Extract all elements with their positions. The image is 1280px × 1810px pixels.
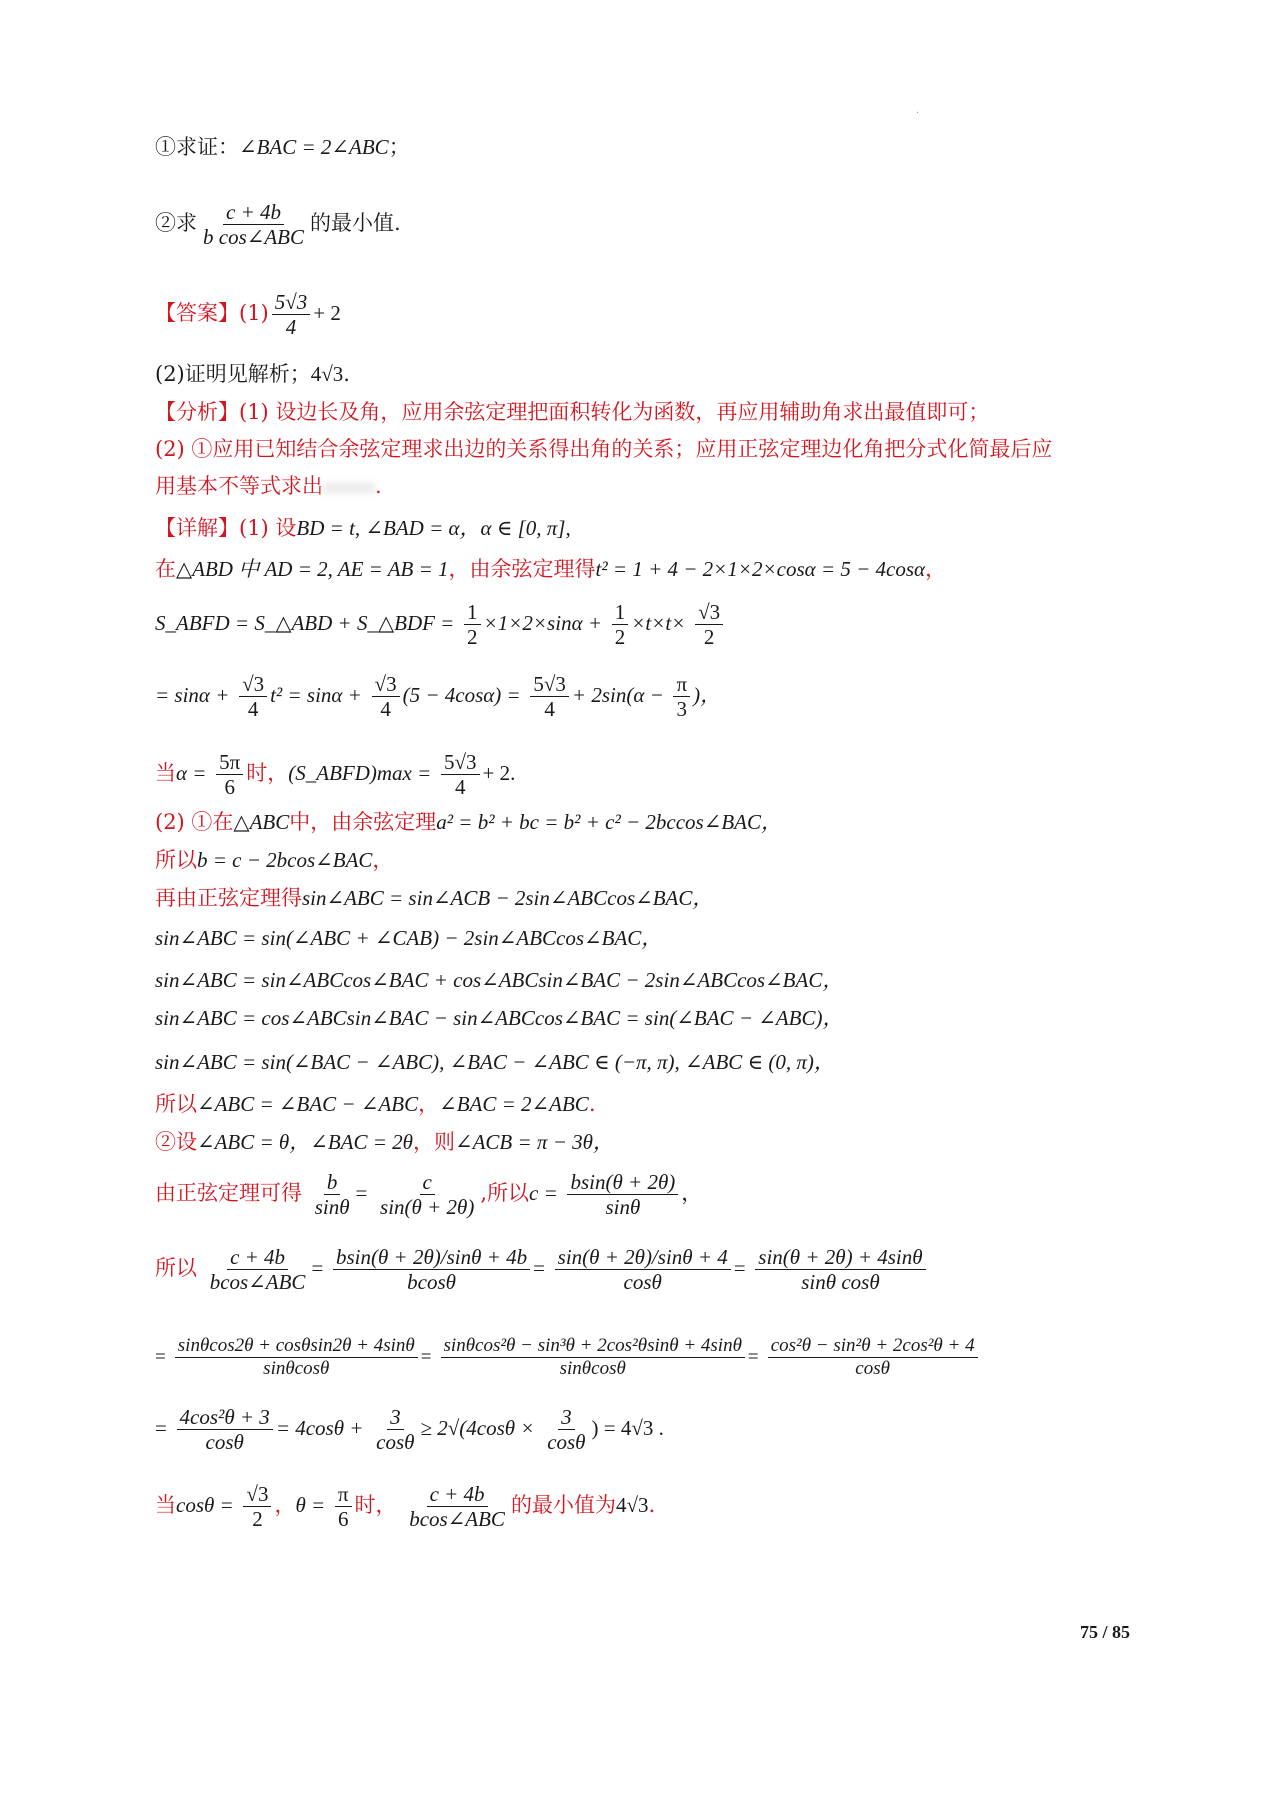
conclusion-line: 所以∠ABC = ∠BAC − ∠ABC，∠BAC = 2∠ABC. (155, 1092, 596, 1116)
fraction: $\frac{c + 4b}{\text{b cos∠ABC}}$ (203, 200, 305, 250)
setup-line: ②设∠ABC = θ，∠BAC = 2θ，则∠ACB = π − 3θ， (155, 1130, 614, 1154)
area-formula: S_ABFD = S_△ABD + S_△BDF = $\frac{1}{2}$ ×1×2×sinα + $\frac{1}{2}$ ×t×t× $\frac{√3}{2}$ (155, 600, 726, 649)
part2-line-4: sin∠ABC = sin(∠ABC + ∠CAB) − 2sin∠ABCcos∠BAC， (155, 926, 663, 950)
text: (2)证明见解析； (155, 362, 311, 386)
math: + 2 (313, 301, 341, 326)
math: 4√3 (310, 362, 344, 386)
area-simplify: = sinα + $\frac{√3}{4}$ t² = sinα + $\frac{√3}{4}$ (5 − 4cosα) = $\frac{5√3}{4}$ + 2sin(α − $\frac{\pi}{3}$ )， (155, 672, 722, 722)
punct: ； (388, 135, 410, 159)
detail-tag: 【详解】 (155, 516, 239, 540)
question-part-2 (155, 200, 401, 249)
answer-tag: 【答案】 (155, 301, 239, 326)
text: (1) 设 (239, 516, 297, 540)
fraction: $\frac{5√3}{4}$ (272, 290, 311, 339)
text: 用基本不等式求出 (155, 474, 323, 498)
detail-line-2: 在△ABD 中 AD = 2, AE = AB = 1，由余弦定理得t² = 1 + 4 − 2×1×2×cosα = 5 − 4cosα， (155, 557, 947, 581)
analysis-line-1: 【分析】(1) 设边长及角，应用余弦定理把面积转化为函数，再应用辅助角求出最值即可； (155, 400, 990, 424)
sine-rule-line: 由正弦定理可得 $\frac{b}{\sin\theta}$ = $\frac{c}{\sin(\theta + 2\theta)}$ ,所以c = $\frac{bsin(\theta + 2\theta)}{\sin\theta}$ ， (155, 1170, 703, 1220)
scan-speck: · (916, 108, 920, 119)
part2-line-1: (2) ①在△ABC中，由余弦定理a² = b² + bc = b² + c² − 2bccos∠BAC， (155, 810, 782, 834)
part2-line-6: sin∠ABC = cos∠ABCsin∠BAC − sin∠ABCcos∠BAC = sin(∠BAC − ∠ABC)， (155, 1006, 844, 1030)
page-number: 75 / 85 (1080, 1622, 1131, 1642)
label: ①求证： (155, 135, 239, 159)
blurred-area (323, 482, 375, 494)
label: ②求 (155, 211, 197, 236)
inequality-line: = $\frac{\text{4cos²θ + 3}}{\cos\theta}$ = 4cosθ + $\frac{3}{\cos\theta}$ ≥ 2√(4cosθ × $\frac{3}{\cos\theta}$ ) = 4√3 . (155, 1405, 664, 1455)
answer-part-2 (155, 362, 350, 387)
question-part-1 (155, 135, 410, 160)
part2-line-2: 所以b = c − 2bcos∠BAC， (155, 848, 394, 872)
final-line: 当cosθ = $\frac{√3}{2}$ ，θ = $\frac{\pi}{6}$ 时， $\frac{c + 4b}{\text{bcos∠ABC}}$ 的最小值为4√3. (155, 1482, 656, 1532)
text: 的最小值. (310, 211, 401, 236)
ratio-line: 所以 $\frac{c + 4b}{\text{bcos∠ABC}}$ = $\frac{bsin(\theta + 2\theta)/\sin\theta + 4b}{bcos\theta}$ = $\frac{\sin(\theta + 2\theta)/\sin\theta + 4}{\cos\theta}$ = $\frac{\sin(\theta + 2\theta) + 4\sin\theta}{\text{sinθ cosθ}}$ (155, 1245, 929, 1294)
analysis-line-3: 用基本不等式求出 . (155, 474, 382, 498)
detail-line-1 (155, 516, 571, 541)
part2-line-3: 再由正弦定理得sin∠ABC = sin∠ACB − 2sin∠ABCcos∠BAC， (155, 886, 714, 910)
max-value-line: 当α = $\frac{5\pi}{6}$ 时，(S_ABFD)max = $\frac{5√3}{4}$ + 2. (155, 750, 516, 800)
analysis-line-2: (2) ①应用已知结合余弦定理求出边的关系得出角的关系；应用正弦定理边化角把分式化简最后应 (155, 437, 1053, 461)
punct: . (343, 362, 350, 386)
answer-line (155, 290, 341, 339)
expand-line: = $\frac{\sin\theta\cos 2\theta + \cos\theta\sin 2\theta + 4\sin\theta}{\sin\theta\cos\theta}$ = $\frac{\text{sinθcos²θ − sin³θ + 2cos²θsinθ + 4sinθ}}{\sin\theta\cos\theta}$ = $\frac{\text{cos²θ − sin²θ + 2cos²θ + 4}}{\cos\theta}$ (155, 1335, 981, 1380)
label: (1) (239, 301, 269, 326)
part2-line-5: sin∠ABC = sin∠ABCcos∠BAC + cos∠ABCsin∠BAC − 2sin∠ABCcos∠BAC， (155, 968, 844, 992)
math: BD = t, ∠BAD = α，α ∈ [0, π], (296, 516, 571, 540)
part2-line-7: sin∠ABC = sin(∠BAC − ∠ABC), ∠BAC − ∠ABC ∈ (−π, π), ∠ABC ∈ (0, π)， (155, 1050, 835, 1074)
math: ∠BAC = 2∠ABC (239, 135, 389, 159)
